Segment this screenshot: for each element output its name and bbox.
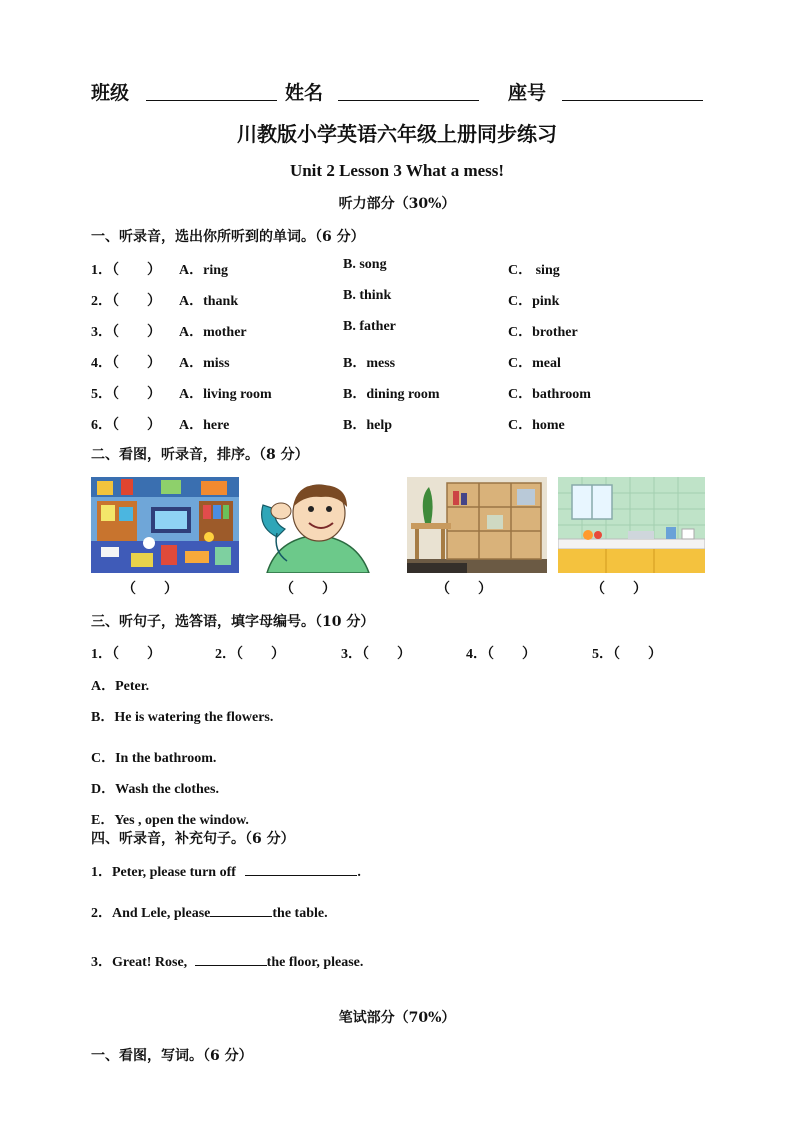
part3-blank-3[interactable]: 3．（ ） <box>341 647 411 662</box>
option-a: A．here <box>179 418 230 433</box>
class-label: 班级 <box>91 82 130 104</box>
written-title: 笔试部分（70%） <box>338 1010 456 1026</box>
sentence-text: . <box>357 865 361 880</box>
part3-blank-4[interactable]: 4．（ ） <box>466 647 536 662</box>
kitchen-picture <box>558 477 705 573</box>
picture1-order-blank[interactable]: （ ） <box>122 582 178 597</box>
picture4-order-blank[interactable]: （ ） <box>591 582 647 597</box>
part3-blank-2[interactable]: 2．（ ） <box>215 647 285 662</box>
boy-on-phone-picture <box>247 477 387 573</box>
option-b: B. think <box>343 288 392 303</box>
item-number[interactable]: 6．（ ） <box>91 418 161 433</box>
messy-room-picture <box>91 477 239 573</box>
sentence-blank[interactable] <box>245 861 357 876</box>
option-b: B．help <box>343 418 393 433</box>
written-part1-heading: 一、看图，写词。（6 分） <box>91 1048 253 1064</box>
option-a: A．living room <box>179 387 272 402</box>
part3-answer: D．Wash the clothes. <box>91 782 219 797</box>
picture3-order-blank[interactable]: （ ） <box>436 582 492 597</box>
name-label: 姓名 <box>285 82 324 104</box>
part4-sentence-2 <box>91 902 328 922</box>
sentence-text: 3．Great! Rose, <box>91 955 188 970</box>
option-b: B. song <box>343 257 387 272</box>
item-number[interactable]: 3．（ ） <box>91 325 161 340</box>
class-blank[interactable] <box>146 82 277 101</box>
part4-sentence-3 <box>91 951 363 971</box>
header-line <box>91 78 129 105</box>
sentence-text: the floor, please. <box>266 955 364 970</box>
part3-answer: E．Yes , open the window. <box>91 813 249 828</box>
option-a: A．mother <box>179 325 247 340</box>
item-number[interactable]: 5．（ ） <box>91 387 161 402</box>
option-c: C．home <box>508 418 565 433</box>
option-c: C．meal <box>508 356 561 371</box>
option-a: A．ring <box>179 263 228 278</box>
option-a: A．thank <box>179 294 239 309</box>
sentence-text: 2．And Lele, please <box>91 906 211 921</box>
study-room-picture <box>407 477 547 573</box>
sentence-blank[interactable] <box>195 951 267 966</box>
page-title: 川教版小学英语六年级上册同步练习 <box>237 122 557 146</box>
option-b: B. father <box>343 319 396 334</box>
option-b: B．mess <box>343 356 396 371</box>
item-number[interactable]: 2．（ ） <box>91 294 161 309</box>
sentence-blank[interactable] <box>210 902 272 917</box>
name-blank[interactable] <box>338 82 479 101</box>
option-c: C．pink <box>508 294 560 309</box>
part3-answer: C．In the bathroom. <box>91 751 217 766</box>
part3-answer: B．He is watering the flowers. <box>91 710 274 725</box>
seat-label: 座号 <box>508 82 547 104</box>
option-c: C．bathroom <box>508 387 591 402</box>
part3-blank-1[interactable]: 1．（ ） <box>91 647 161 662</box>
part4-heading: 四、听录音，补充句子。（6 分） <box>91 831 295 847</box>
part3-answer: A．Peter. <box>91 679 150 694</box>
part3-heading: 三、听句子，选答语，填字母编号。（10 分） <box>91 614 375 630</box>
part1-heading: 一、听录音，选出你所听到的单词。（6 分） <box>91 229 365 245</box>
option-c: C． sing <box>508 263 560 278</box>
option-b: B．dining room <box>343 387 440 402</box>
part4-sentence-1 <box>91 861 361 881</box>
option-a: A．miss <box>179 356 230 371</box>
sentence-text: 1．Peter, please turn off <box>91 865 236 880</box>
item-number[interactable]: 1．（ ） <box>91 263 161 278</box>
unit-title: Unit 2 Lesson 3 What a mess! <box>289 161 505 180</box>
picture2-order-blank[interactable]: （ ） <box>280 582 336 597</box>
sentence-text: the table. <box>272 906 328 921</box>
part3-blank-5[interactable]: 5．（ ） <box>592 647 662 662</box>
part2-heading: 二、看图，听录音，排序。（8 分） <box>91 447 309 463</box>
item-number[interactable]: 4．（ ） <box>91 356 161 371</box>
option-c: C．brother <box>508 325 578 340</box>
seat-blank[interactable] <box>562 82 703 101</box>
listening-title: 听力部分（30%） <box>338 196 456 212</box>
